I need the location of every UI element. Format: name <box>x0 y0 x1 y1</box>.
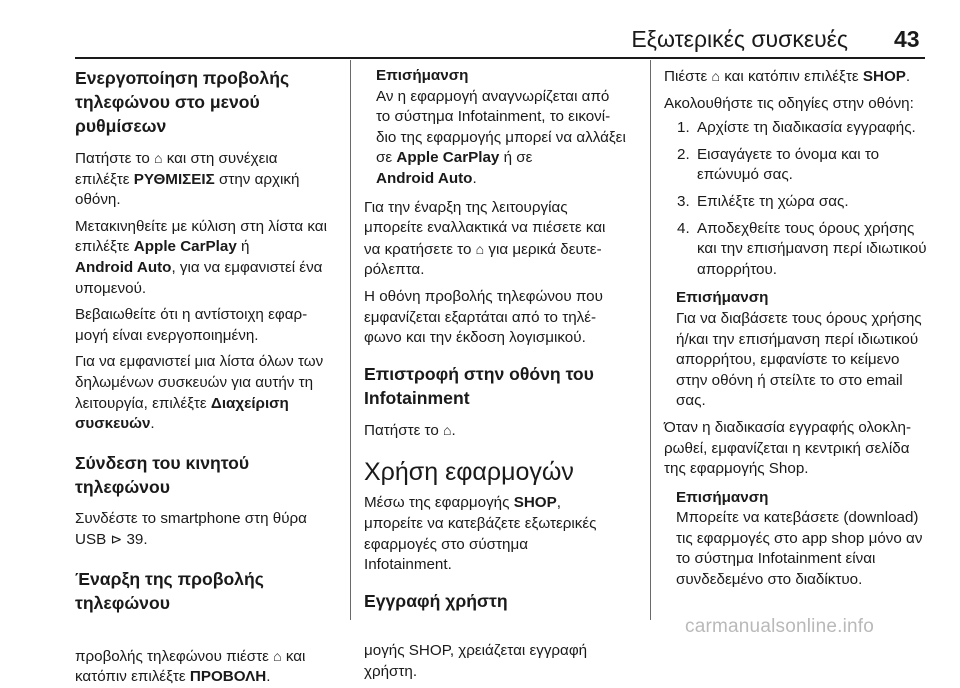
heading-user-registration: Εγγραφή χρήστη <box>364 590 508 611</box>
paragraph: Για την έναρξη της λειτουργίας μπορείτε εναλλακτικά να πιέσετε και να κρατήσετε το ⌂ για μερικά δευτε‐ ρόλεπτα. <box>364 198 606 279</box>
note-box <box>664 488 946 591</box>
section-title: Εξωτερικές συσκευές <box>631 26 848 52</box>
column-3 <box>664 66 946 591</box>
list-item: 4. Αποδεχθείτε τους όρους χρήσης και την επισήμανση περί ιδιωτικού απορρήτου. <box>677 219 927 278</box>
paragraph: Πατήστε το ⌂. <box>364 421 456 439</box>
column-divider-2 <box>650 60 651 620</box>
paragraph: Για να εμφανιστεί μια λίστα όλων των δηλωμένων συσκευών για αυτήν τη λειτουργία, επιλέξτε Διαχείριση συσκευών. <box>75 353 324 433</box>
watermark: carmanualsonline.info <box>685 616 875 637</box>
heading-projection-settings: Ενεργοποίηση προβολής τηλεφώνου στο μενού ρυθμίσεων <box>75 68 290 136</box>
paragraph: Η οθόνη προβολής τηλεφώνου που εμφανίζεται εξαρτάται από το τηλέ‐ φωνο και την έκδοση λογισμικού. <box>364 287 603 347</box>
reference-arrow-icon: ⊳ <box>110 531 123 548</box>
home-icon: ⌂ <box>443 421 452 438</box>
column-divider-1 <box>350 60 351 620</box>
paragraph: Βεβαιωθείτε ότι η αντίστοιχη εφαρ‐ μογή είναι ενεργοποιημένη. <box>75 306 308 344</box>
paragraph: Ακολουθήστε τις οδηγίες στην οθόνη: <box>664 94 914 112</box>
heading-start-projection: Έναρξη της προβολής τηλεφώνου <box>75 568 264 613</box>
registration-steps <box>664 118 946 280</box>
home-icon: ⌂ <box>154 150 163 166</box>
paragraph: Μέσω της εφαρμογής SHOP, μπορείτε να κατεβάζετε εξωτερικές εφαρμογές στο σύστημα Infotainment. <box>364 494 597 574</box>
home-icon: ⌂ <box>273 647 282 664</box>
home-icon: ⌂ <box>711 68 720 84</box>
heading-connect-phone: Σύνδεση του κινητού τηλεφώνου <box>75 452 250 497</box>
column-1 <box>75 66 345 688</box>
note-title: Επισήμανση <box>376 67 469 84</box>
paragraph: μογής SHOP, χρειάζεται εγγραφή χρήστη. <box>364 642 588 680</box>
note-text: Μπορείτε να κατεβάσετε (download) τις εφαρμογές στο app shop μόνο αν το σύστημα Infotainment είναι συνδεδεμένο στο διαδίκτυο. <box>676 509 923 589</box>
paragraph: Πατήστε το ⌂ και στη συνέχεια επιλέξτε ΡΥΘΜΙΣΕΙΣ στην αρχική οθόνη. <box>75 150 300 209</box>
column-2 <box>364 66 646 682</box>
note-text: Για να διαβάσετε τους όρους χρήσης ή/και την επισήμανση περί ιδιωτικού απορρήτου, εμφανίστε το κείμενο στην οθόνη ή στείλτε το στο email σας. <box>676 309 922 410</box>
note-box <box>664 288 946 412</box>
note-text: Αν η εφαρμογή αναγνωρίζεται από το σύστημα Infotainment, το εικονί‐ διο της εφαρμογής μπορεί να αλλάξει σε Apple CarPlay ή σε Android Auto. <box>376 87 626 187</box>
paragraph: Όταν η διαδικασία εγγραφής ολοκλη‐ ρωθεί, εμφανίζεται η κεντρική σελίδα της εφαρμογής Shop. <box>664 418 912 478</box>
paragraph: Συνδέστε το smartphone στη θύρα USB ⊳ 39. <box>75 509 307 549</box>
home-icon: ⌂ <box>475 240 485 257</box>
note-title: Επισήμανση <box>676 488 769 506</box>
menu-ref-settings: ΡΥΘΜΙΣΕΙΣ <box>133 170 215 188</box>
page-header <box>0 0 960 60</box>
list-item: 2. Εισαγάγετε το όνομα και το επώνυμό σας. <box>677 145 880 184</box>
paragraph: Πιέστε ⌂ και κατόπιν επιλέξτε SHOP. <box>664 68 911 85</box>
paragraph: προβολής τηλεφώνου πιέστε ⌂ και κατόπιν επιλέξτε ΠΡΟΒΟΛΗ. <box>75 647 306 686</box>
note-box <box>364 66 646 190</box>
note-title: Επισήμανση <box>676 289 769 307</box>
heading-return-infotainment: Επιστροφή στην οθόνη του Infotainment <box>364 363 594 408</box>
header-rule <box>75 57 925 59</box>
paragraph: Μετακινηθείτε με κύλιση στη λίστα και επιλέξτε Apple CarPlay ή Android Auto, για να εμφανιστεί ένα υπομενού. <box>75 217 327 297</box>
page-number: 43 <box>894 26 920 52</box>
list-item: 1. Αρχίστε τη διαδικασία εγγραφής. <box>677 119 916 137</box>
heading-using-apps: Χρήση εφαρμογών <box>364 458 574 487</box>
list-item: 3. Επιλέξτε τη χώρα σας. <box>677 192 849 210</box>
